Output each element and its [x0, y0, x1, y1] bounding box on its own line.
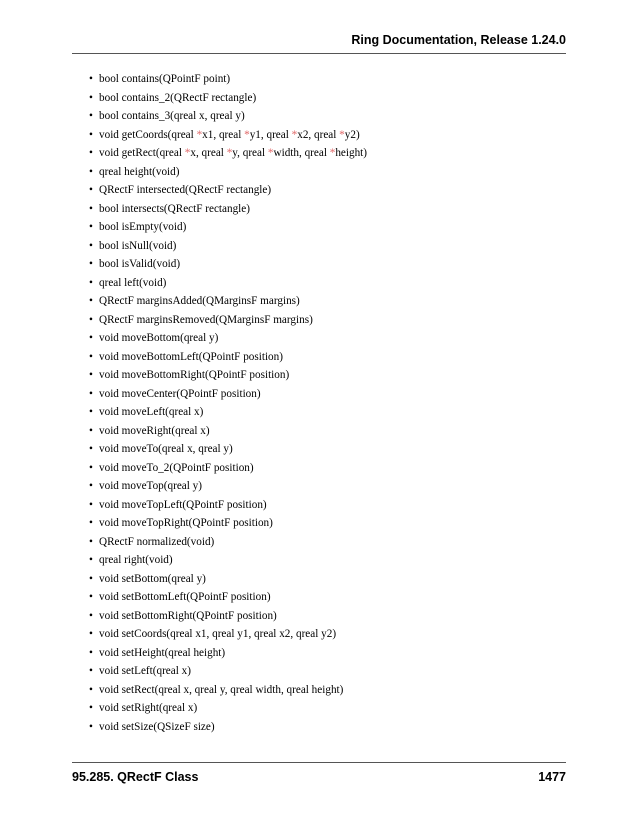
method-signature: qreal height(void)	[99, 165, 180, 178]
bullet-icon: •	[89, 369, 93, 381]
method-item	[89, 607, 367, 626]
bullet-icon: •	[89, 313, 93, 326]
method-signature: void moveTo(qreal x, qreal y)	[99, 443, 233, 455]
method-signature: void setBottom(qreal y)	[99, 572, 206, 585]
method-item	[89, 126, 367, 145]
bullet-icon: •	[89, 646, 93, 659]
method-item	[89, 588, 367, 607]
bullet-icon: •	[89, 91, 93, 104]
bullet-icon: •	[89, 572, 93, 585]
method-item	[89, 570, 367, 589]
bullet-icon: •	[89, 591, 93, 603]
method-item	[89, 366, 367, 385]
method-item	[89, 422, 367, 441]
bullet-icon: •	[89, 628, 93, 640]
method-item	[89, 292, 367, 311]
method-signature: qreal right(void)	[99, 554, 173, 566]
method-signature: void moveCenter(QPointF position)	[99, 387, 261, 400]
method-item	[89, 144, 367, 163]
method-item	[89, 163, 367, 182]
method-signature: void setRect(qreal x, qreal y, qreal width, qreal height)	[99, 683, 344, 696]
method-item	[89, 329, 367, 348]
method-item	[89, 440, 367, 459]
bullet-icon: •	[89, 202, 93, 215]
method-item	[89, 699, 367, 718]
method-item	[89, 477, 367, 496]
method-item	[89, 551, 367, 570]
bullet-icon: •	[89, 702, 93, 714]
method-item	[89, 385, 367, 404]
method-signature: bool contains_3(qreal x, qreal y)	[99, 110, 245, 122]
method-item	[89, 625, 367, 644]
method-item	[89, 89, 367, 108]
bullet-icon: •	[89, 480, 93, 492]
method-signature: void getCoords(qreal *x1, qreal *y1, qreal *x2, qreal *y2)	[99, 128, 360, 141]
method-signature: bool intersects(QRectF rectangle)	[99, 202, 250, 215]
bullet-icon: •	[89, 184, 93, 196]
bullet-icon: •	[89, 332, 93, 344]
method-list	[89, 70, 367, 736]
method-signature: QRectF marginsAdded(QMarginsF margins)	[99, 295, 300, 307]
method-item	[89, 662, 367, 681]
method-item	[89, 70, 367, 89]
method-item	[89, 533, 367, 552]
bullet-icon: •	[89, 110, 93, 122]
method-signature: QRectF intersected(QRectF rectangle)	[99, 184, 272, 196]
method-signature: void setBottomLeft(QPointF position)	[99, 591, 271, 603]
bullet-icon: •	[89, 665, 93, 677]
page-number: 1477	[538, 770, 566, 784]
method-signature: void setLeft(qreal x)	[99, 665, 191, 677]
method-item	[89, 181, 367, 200]
method-item	[89, 496, 367, 515]
method-signature: void setCoords(qreal x1, qreal y1, qreal x2, qreal y2)	[99, 628, 337, 640]
method-signature: bool isValid(void)	[99, 258, 181, 270]
method-signature: void moveRight(qreal x)	[99, 424, 210, 437]
method-signature: QRectF normalized(void)	[99, 535, 215, 548]
bullet-icon: •	[89, 295, 93, 307]
method-signature: QRectF marginsRemoved(QMarginsF margins)	[99, 313, 313, 326]
page-footer	[72, 762, 566, 786]
method-signature: bool contains(QPointF point)	[99, 73, 231, 85]
method-item	[89, 200, 367, 219]
method-signature: void setBottomRight(QPointF position)	[99, 609, 277, 622]
method-signature: bool contains_2(QRectF rectangle)	[99, 91, 257, 104]
bullet-icon: •	[89, 554, 93, 566]
page-header	[72, 31, 566, 54]
bullet-icon: •	[89, 239, 93, 252]
bullet-icon: •	[89, 535, 93, 548]
method-signature: bool isNull(void)	[99, 239, 177, 252]
method-signature: qreal left(void)	[99, 276, 167, 289]
bullet-icon: •	[89, 683, 93, 696]
method-item	[89, 274, 367, 293]
method-signature: void moveBottom(qreal y)	[99, 332, 219, 344]
method-signature: void moveBottomLeft(QPointF position)	[99, 350, 283, 363]
method-item	[89, 718, 367, 737]
bullet-icon: •	[89, 609, 93, 622]
method-signature: void moveTopLeft(QPointF position)	[99, 498, 267, 511]
method-item	[89, 218, 367, 237]
method-signature: void moveTo_2(QPointF position)	[99, 461, 254, 474]
bullet-icon: •	[89, 517, 93, 529]
section-title: 95.285. QRectF Class	[72, 770, 199, 784]
method-item	[89, 311, 367, 330]
method-item	[89, 644, 367, 663]
bullet-icon: •	[89, 276, 93, 289]
method-signature: void moveTopRight(QPointF position)	[99, 517, 273, 529]
method-signature: void setRight(qreal x)	[99, 702, 198, 714]
method-signature: void setHeight(qreal height)	[99, 646, 226, 659]
bullet-icon: •	[89, 498, 93, 511]
method-item	[89, 107, 367, 126]
bullet-icon: •	[89, 461, 93, 474]
bullet-icon: •	[89, 73, 93, 85]
method-item	[89, 459, 367, 478]
bullet-icon: •	[89, 720, 93, 733]
bullet-icon: •	[89, 387, 93, 400]
bullet-icon: •	[89, 424, 93, 437]
method-item	[89, 514, 367, 533]
method-signature: void getRect(qreal *x, qreal *y, qreal *width, qreal *height)	[99, 147, 368, 159]
method-signature: void moveLeft(qreal x)	[99, 406, 204, 418]
method-signature: void setSize(QSizeF size)	[99, 720, 215, 733]
document-title: Ring Documentation, Release 1.24.0	[351, 33, 566, 47]
method-signature: void moveBottomRight(QPointF position)	[99, 369, 290, 381]
bullet-icon: •	[89, 443, 93, 455]
bullet-icon: •	[89, 406, 93, 418]
method-item	[89, 348, 367, 367]
bullet-icon: •	[89, 258, 93, 270]
method-signature: void moveTop(qreal y)	[99, 480, 202, 492]
method-signature: bool isEmpty(void)	[99, 221, 187, 233]
bullet-icon: •	[89, 128, 93, 141]
method-item	[89, 255, 367, 274]
method-item	[89, 681, 367, 700]
bullet-icon: •	[89, 221, 93, 233]
method-item	[89, 237, 367, 256]
bullet-icon: •	[89, 147, 93, 159]
bullet-icon: •	[89, 165, 93, 178]
bullet-icon: •	[89, 350, 93, 363]
method-item	[89, 403, 367, 422]
